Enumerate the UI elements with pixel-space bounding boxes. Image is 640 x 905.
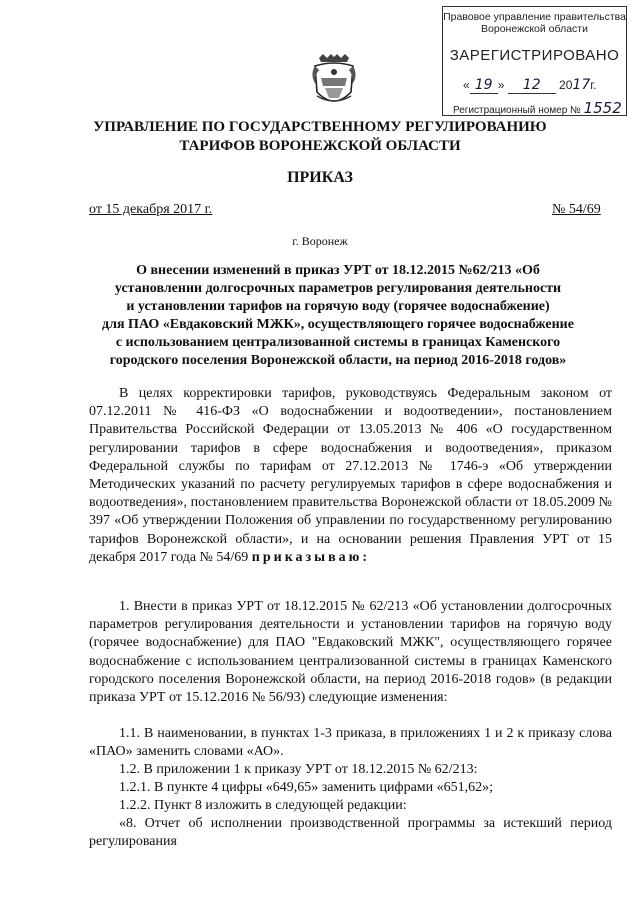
city: г. Воронеж xyxy=(292,234,348,248)
subject-line: городского поселения Воронежской области, на период 2016-2018 годов» xyxy=(109,353,567,368)
stamp-reg-number: 1552 xyxy=(583,99,622,117)
stamp-date: « 19 » 12 2017г. xyxy=(463,77,597,93)
order-subject xyxy=(58,262,618,370)
item-1-2-2-paragraph: 1.2.2. Пункт 8 изложить в следующей редакции: xyxy=(119,798,407,813)
stamp-line-2: Воронежской области xyxy=(481,23,588,35)
prikazyvayu-word: приказываю: xyxy=(251,549,371,565)
stamp-reg-row xyxy=(453,99,622,117)
preamble-paragraph xyxy=(89,385,612,567)
subject-line: установлении долгосрочных параметров регулирования деятельности xyxy=(114,281,562,296)
registration-stamp xyxy=(442,6,627,116)
stamp-line-1: Правовое управление правительства xyxy=(443,11,626,23)
org-title-line-2: ТАРИФОВ ВОРОНЕЖСКОЙ ОБЛАСТИ xyxy=(179,138,461,154)
item-1-2-paragraph: 1.2. В приложении 1 к приказу УРТ от 18.12.2015 № 62/213: xyxy=(119,762,478,777)
subject-line: с использованием централизованной системы в границах Каменского xyxy=(115,335,561,350)
stamp-month: 12 xyxy=(508,77,556,94)
order-date: от 15 декабря 2017 г. xyxy=(89,202,213,217)
stamp-reg-label: Регистрационный номер № xyxy=(453,105,581,116)
coat-of-arms-icon xyxy=(311,52,357,110)
document-type: ПРИКАЗ xyxy=(287,169,353,186)
stamp-day: 19 xyxy=(470,77,498,94)
stamp-year-prefix: 20 xyxy=(559,78,573,92)
item-1-1-paragraph: 1.1. В наименовании, в пунктах 1-3 приказа, в приложениях 1 и 2 к приказу слова «ПАО» заменить словами «АО». xyxy=(89,726,612,760)
item-1-2-1-paragraph: 1.2.1. В пункте 4 цифры «649,65» заменить цифрами «651,62»; xyxy=(119,780,494,795)
item-1-paragraph: 1. Внести в приказ УРТ от 18.12.2015 № 62/213 «Об установлении долгосрочных параметров регулирования деятельности и установлении тарифов на горячую воду (горячее водоснабжение) для ПАО "Евдаковский МЖК", осуществляющего горячее водоснабжение с использованием централизованной системы в границах Каменского городского поселения Воронежской области, на период 2016-2018 годов» (в редакции приказа УРТ от 15.12.2016 № 56/93) следующие изменения: xyxy=(89,599,612,706)
stamp-registered: ЗАРЕГИСТРИРОВАНО xyxy=(449,47,620,64)
subject-line: и установлении тарифов на горячую воду (горячее водоснабжение) xyxy=(126,299,550,314)
order-number: № 54/69 xyxy=(552,202,601,217)
preamble-text: В целях корректировки тарифов, руководствуясь Федеральным законом от 07.12.2011 № 416-ФЗ «О водоснабжении и водоотведении», постановлением Правительства Российской Федерации от 13.05.2013 № 406 «О государственном регулировании тарифов в сфере водоснабжения и водоотведения», приказом Федеральной службы по тарифам от 27.12.2013 № 1746-э «Об утверждении Методических указаний по расчету регулируемых тарифов в сфере водоснабжения и водоотведения», постановлением правительства Воронежской области от 18.05.2009 № 397 «Об утверждении Положения об управлении по государственному регулированию тарифов Воронежской области», и на основании решения Правления УРТ от 15 декабря 2017 года № 54/69 xyxy=(89,386,612,565)
stamp-year-suffix: 17 xyxy=(572,77,591,93)
item-8-paragraph: «8. Отчет об исполнении производственной программы за истекший период регулирования xyxy=(89,816,612,850)
subject-line: для ПАО «Евдаковский МЖК», осуществляющего горячее водоснабжение xyxy=(102,317,574,332)
org-title-line-1: УПРАВЛЕНИЕ ПО ГОСУДАРСТВЕННОМУ РЕГУЛИРОВАНИЮ xyxy=(93,119,547,135)
subject-line: О внесении изменений в приказ УРТ от 18.12.2015 №62/213 «Об xyxy=(136,263,540,278)
